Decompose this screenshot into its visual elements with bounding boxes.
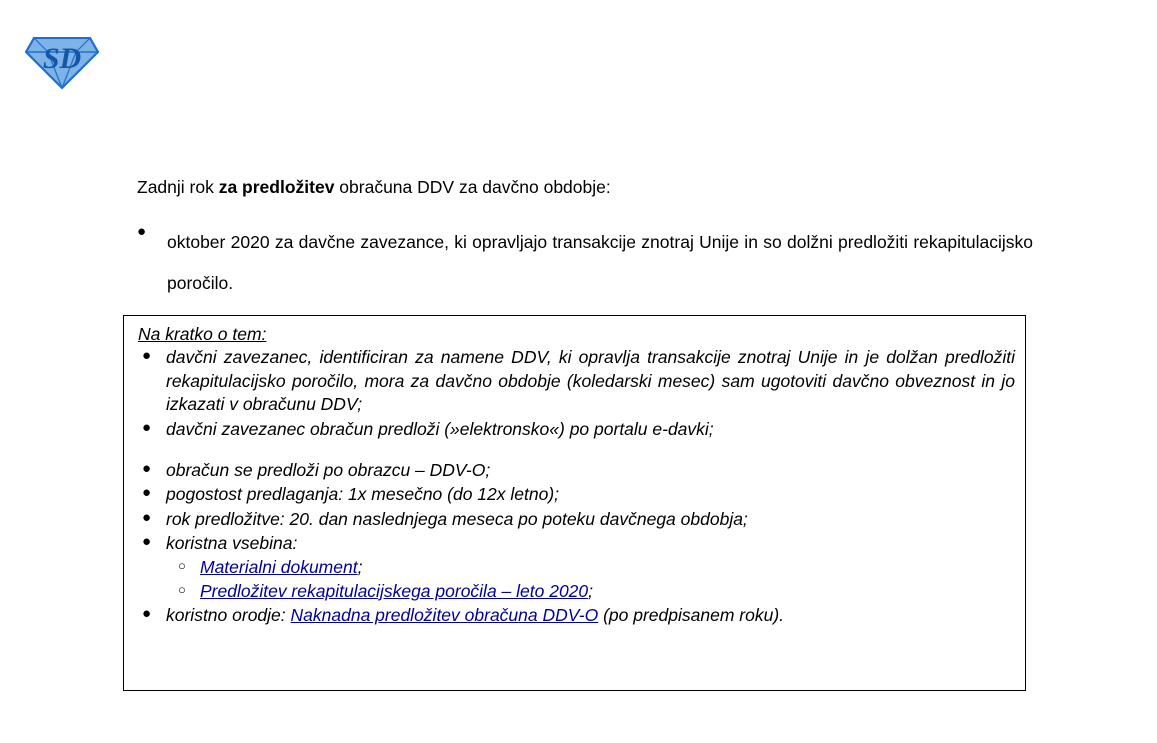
- bullet-icon: ●: [142, 418, 152, 436]
- summary-bullet-list-2: [134, 459, 1015, 628]
- useful-content-colon: :: [292, 533, 298, 554]
- tool-suffix-text: (po predpisanem roku).: [598, 605, 785, 626]
- bullet-icon: ●: [142, 347, 152, 364]
- list-item-useful-tool: [134, 604, 1015, 628]
- bullet-icon: ●: [137, 223, 147, 240]
- summary-item-text: davčni zavezanec obračun predloži (»elektronsko«) po portalu e-davki;: [166, 418, 714, 439]
- bullet-icon: ●: [142, 484, 152, 502]
- sd-diamond-logo: [24, 30, 100, 92]
- list-item: [166, 556, 1015, 580]
- list-item: [166, 580, 1015, 604]
- useful-content-label: koristna vsebina: [166, 533, 293, 554]
- outer-bullet-list: [137, 222, 1033, 304]
- useful-content-links: [166, 556, 1015, 603]
- intro-text-bold: za predložitev: [218, 177, 335, 197]
- circle-bullet-icon: ○: [178, 581, 186, 597]
- summary-box: [123, 315, 1026, 691]
- link-predlozitev-rekapitulacijskega-porocila[interactable]: Predložitev rekapitulacijskega poročila – leto 2020: [200, 580, 589, 601]
- link-materialni-dokument[interactable]: Materialni dokument: [200, 557, 358, 577]
- outer-bullet-text: oktober 2020 za davčne zavezance, ki opravljajo transakcije znotraj Unije in so dolžni predložiti rekapitulacijsko poročilo.: [167, 232, 1033, 294]
- intro-paragraph: [137, 176, 1037, 200]
- list-item: [134, 459, 1015, 483]
- list-item: [137, 222, 1033, 304]
- bullet-icon: ●: [142, 459, 152, 477]
- list-item: [134, 346, 1015, 417]
- intro-text-before: Zadnji rok: [137, 177, 219, 197]
- summary-box-title: Na kratko o tem:: [138, 324, 267, 344]
- link-naknadna-predlozitev-obracuna[interactable]: Naknadna predložitev obračuna DDV-O: [290, 605, 599, 626]
- link-suffix: ;: [357, 557, 363, 577]
- svg-text:SD: SD: [42, 42, 82, 75]
- link-suffix: ;: [588, 580, 594, 601]
- list-item: [134, 418, 1015, 442]
- summary-item-text: davčni zavezanec, identificiran za namene DDV, ki opravlja transakcije znotraj Unije in je dolžan predložiti rekapitulacijsko poročilo, mora za davčno obdobje (koledarski mesec) sam ugotoviti davčno obveznost in jo izkazati v obračunu DDV;: [166, 347, 1015, 415]
- summary-item-text: obračun se predloži po obrazcu – DDV-O;: [166, 459, 491, 480]
- bullet-icon: ●: [142, 605, 152, 623]
- summary-item-text: rok predložitve: 20. dan naslednjega meseca po poteku davčnega obdobja;: [166, 508, 748, 529]
- spacer: [134, 443, 1015, 459]
- summary-item-text: pogostost predlaganja: 1x mesečno (do 12x letno);: [166, 484, 560, 505]
- bullet-icon: ●: [142, 533, 152, 551]
- circle-bullet-icon: ○: [178, 558, 186, 573]
- tool-prefix-text: koristno orodje:: [166, 605, 291, 626]
- list-item: [134, 508, 1015, 532]
- summary-bullet-list: [134, 346, 1015, 442]
- list-item: [134, 483, 1015, 507]
- bullet-icon: ●: [142, 508, 152, 526]
- list-item-useful-content: [134, 532, 1015, 603]
- intro-text-after: obračuna DDV za davčno obdobje:: [334, 177, 611, 197]
